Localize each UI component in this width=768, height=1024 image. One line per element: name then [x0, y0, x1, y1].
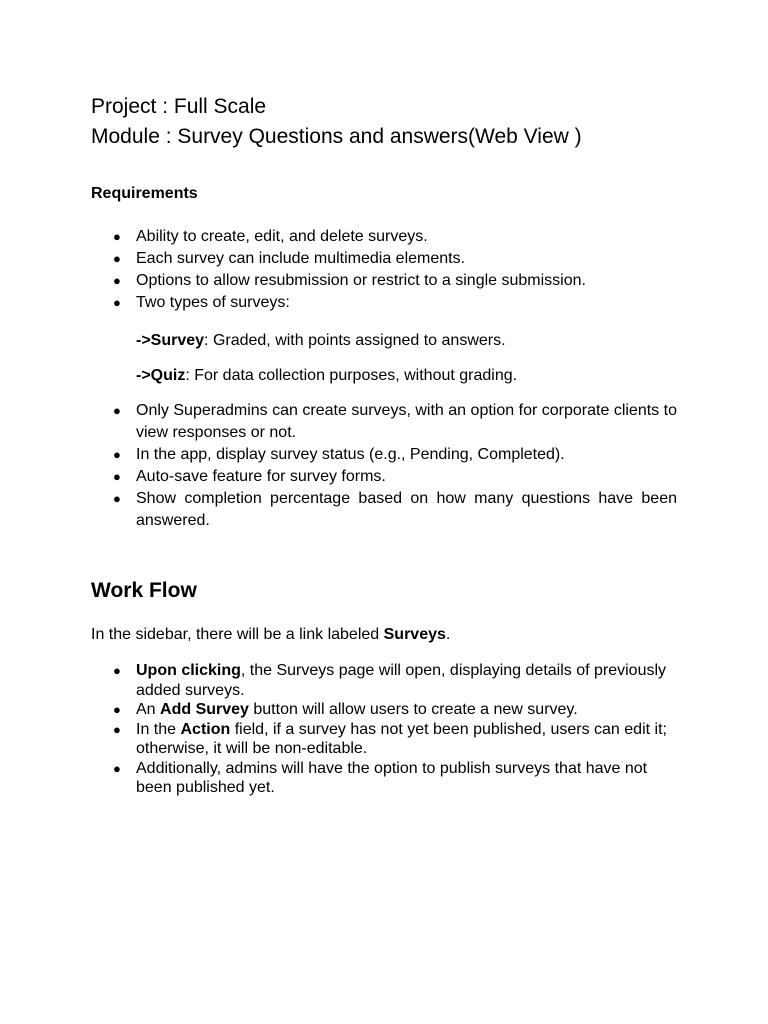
bullet-icon: ● — [113, 251, 121, 266]
bullet-icon: ● — [113, 273, 121, 288]
bullet-icon: ● — [113, 760, 121, 776]
project-title: Project : Full Scale — [91, 95, 267, 118]
requirements-heading: Requirements — [91, 185, 198, 202]
list-item: ● Auto-save feature for survey forms. — [91, 466, 677, 488]
bullet-icon: ● — [113, 403, 121, 418]
bullet-icon: ● — [113, 469, 121, 484]
list-item: ● Upon clicking, the Surveys page will open, displaying details of previously added surveys. — [113, 662, 667, 699]
bullet-icon: ● — [113, 721, 121, 737]
list-item: ● Show completion percentage based on how many questions have been answered. — [113, 490, 677, 529]
document-page — [91, 92, 677, 798]
bullet-icon: ● — [113, 295, 121, 310]
bullet-icon: ● — [113, 663, 121, 678]
list-item: ● An Add Survey button will allow users to create a new survey. — [113, 701, 578, 718]
survey-type-survey: ->Survey: Graded, with points assigned to answers. — [136, 332, 506, 349]
list-item: ● Options to allow resubmission or restrict to a single submission. — [91, 270, 677, 292]
list-item: ● Only Superadmins can create surveys, with an option for corporate clients to view responses or not. — [113, 402, 677, 441]
workflow-list — [91, 661, 677, 798]
workflow-heading: Work Flow — [91, 579, 197, 602]
bullet-icon: ● — [113, 229, 121, 244]
bullet-icon: ● — [113, 447, 121, 462]
list-item: ● Each survey can include multimedia elements. — [91, 248, 677, 270]
list-item: ● In the app, display survey status (e.g., Pending, Completed). — [91, 444, 677, 466]
requirements-list-b — [91, 400, 677, 532]
module-title: Module : Survey Questions and answers(Web View ) — [91, 125, 582, 148]
bullet-icon: ● — [113, 491, 121, 506]
workflow-intro: In the sidebar, there will be a link labeled Surveys. — [91, 626, 451, 643]
list-item: ● Additionally, admins will have the option to publish surveys that have not been published yet. — [113, 759, 648, 796]
list-item: ● Two types of surveys: — [91, 292, 677, 314]
survey-type-quiz: ->Quiz: For data collection purposes, without grading. — [136, 367, 518, 384]
list-item: ● Ability to create, edit, and delete surveys. — [91, 226, 677, 248]
list-item: ● In the Action field, if a survey has not yet been published, users can edit it; otherwise, it will be non-editable. — [113, 720, 667, 757]
requirements-list-a — [91, 226, 677, 314]
bullet-icon: ● — [113, 702, 121, 717]
